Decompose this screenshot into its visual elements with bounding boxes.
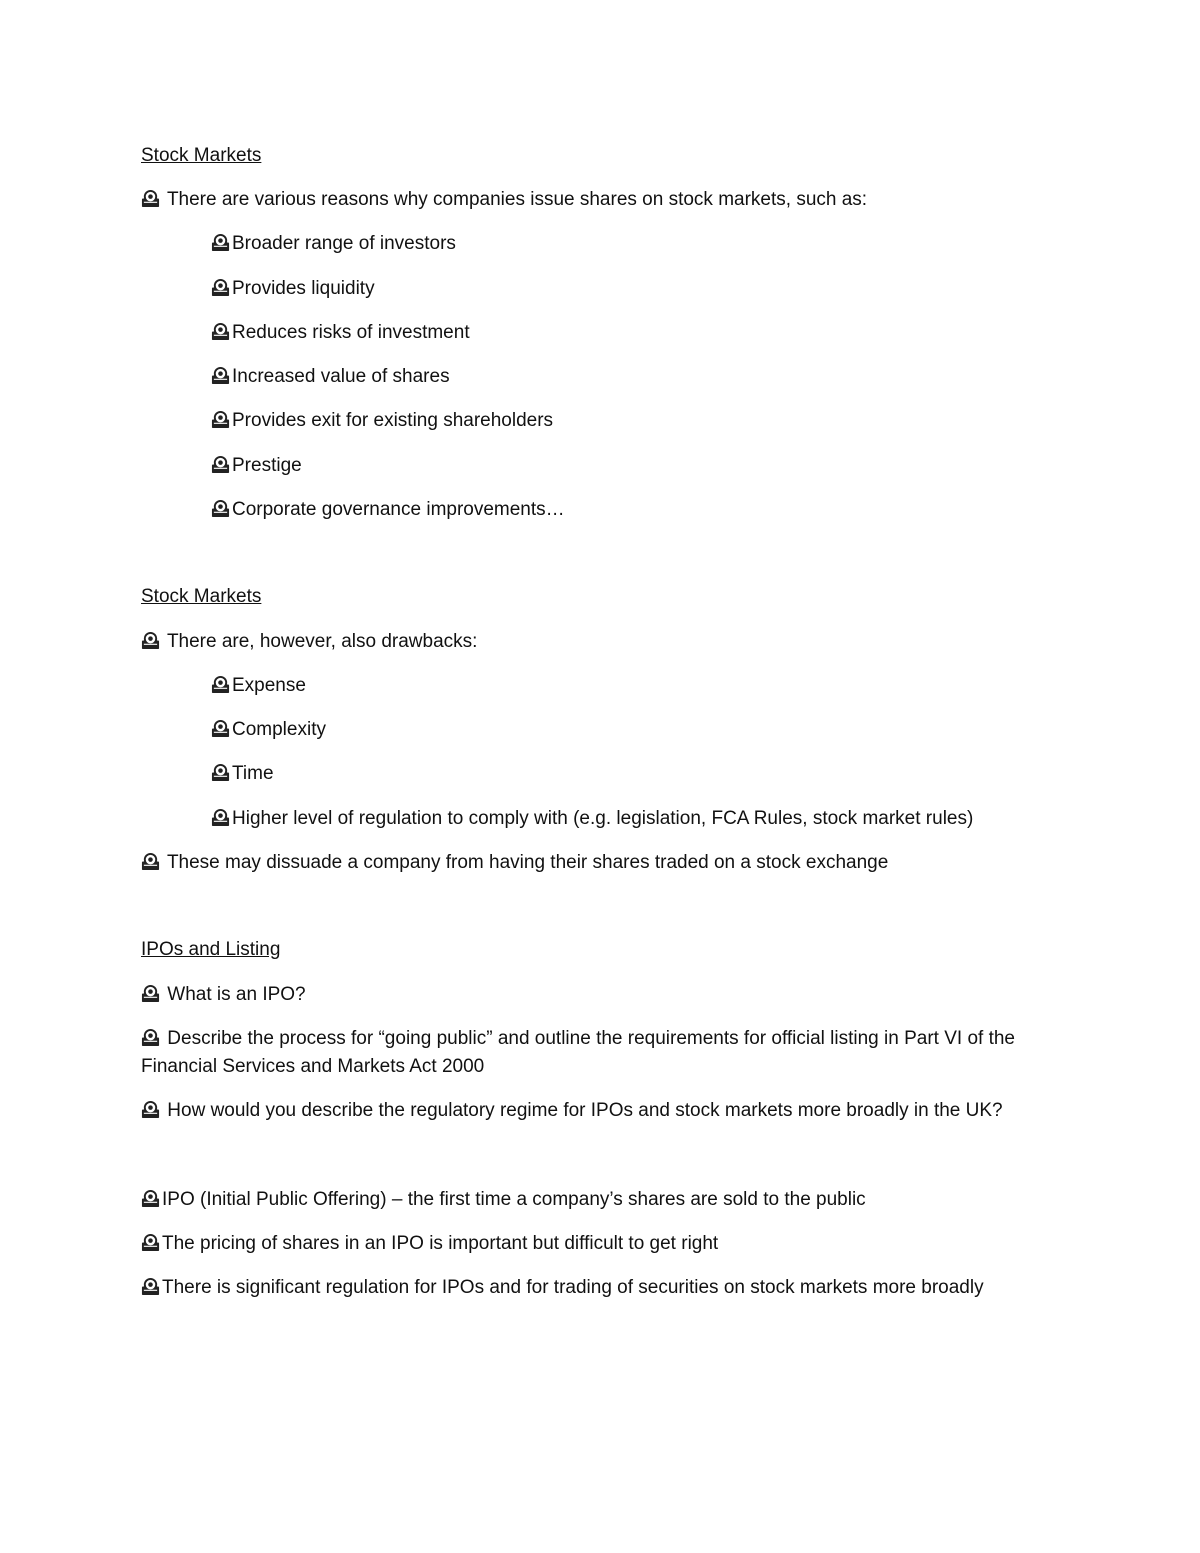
outro-text: These may dissuade a company from having their shares traded on a stock exchange [166,852,889,873]
list-item [211,496,565,524]
point-item [141,1186,866,1214]
bullet-paragraph [141,186,867,214]
section-heading: IPOs and Listing [141,939,281,960]
bullet-icon [211,455,230,474]
bullet-icon [141,1277,160,1296]
list-item-text: Provides liquidity [232,278,375,299]
bullet-icon [211,808,230,827]
list-item-text: Expense [232,675,306,696]
point-text: There is significant regulation for IPOs and for trading of securities on stock markets more broadly [162,1277,984,1298]
bullet-icon [141,631,160,650]
question-item [141,1025,1041,1081]
point-text: IPO (Initial Public Offering) – the first time a company’s shares are sold to the public [162,1189,866,1210]
bullet-icon [211,410,230,429]
bullet-icon [141,189,160,208]
bullet-icon [141,852,160,871]
bullet-icon [211,233,230,252]
point-item [141,1230,718,1258]
question-item [141,1097,1003,1125]
list-item [211,275,375,303]
bullet-icon [211,763,230,782]
intro-text: There are various reasons why companies issue shares on stock markets, such as: [166,189,868,210]
bullet-icon [141,1028,160,1047]
bullet-icon [211,499,230,518]
list-item-text: Prestige [232,455,302,476]
question-item [141,981,306,1009]
bullet-icon [211,719,230,738]
bullet-paragraph [141,628,477,656]
list-item-text: Increased value of shares [232,366,450,387]
list-item-text: Corporate governance improvements… [232,499,565,520]
section-heading: Stock Markets [141,586,262,607]
question-text: How would you describe the regulatory regime for IPOs and stock markets more broadly in the UK? [167,1100,1003,1121]
list-item [211,319,470,347]
bullet-paragraph [141,849,888,877]
list-item [211,452,302,480]
list-item-text: Provides exit for existing shareholders [232,410,554,431]
list-item [211,716,326,744]
list-item [211,672,306,700]
bullet-icon [141,1189,160,1208]
bullet-icon [141,984,160,1003]
list-item-text: Broader range of investors [232,233,456,254]
list-item [211,363,450,391]
point-text: The pricing of shares in an IPO is important but difficult to get right [162,1233,719,1254]
list-item-text: Higher level of regulation to comply with (e.g. legislation, FCA Rules, stock market rules) [232,808,974,829]
bullet-icon [141,1233,160,1252]
list-item-text: Time [232,763,274,784]
bullet-icon [211,322,230,341]
bullet-icon [211,366,230,385]
question-text: Describe the process for “going public” and outline the requirements for official listing in Part VI of the Financial Services and Markets Act 2000 [141,1028,1015,1077]
question-text: What is an IPO? [167,984,306,1005]
intro-text: There are, however, also drawbacks: [166,631,478,652]
list-item [211,407,553,435]
point-item [141,1274,984,1302]
list-item-text: Reduces risks of investment [232,322,470,343]
bullet-icon [141,1100,160,1119]
list-item-text: Complexity [232,719,326,740]
list-item [211,230,456,258]
bullet-icon [211,675,230,694]
bullet-icon [211,278,230,297]
list-item [211,760,274,788]
list-item [211,805,973,833]
section-heading: Stock Markets [141,145,262,166]
